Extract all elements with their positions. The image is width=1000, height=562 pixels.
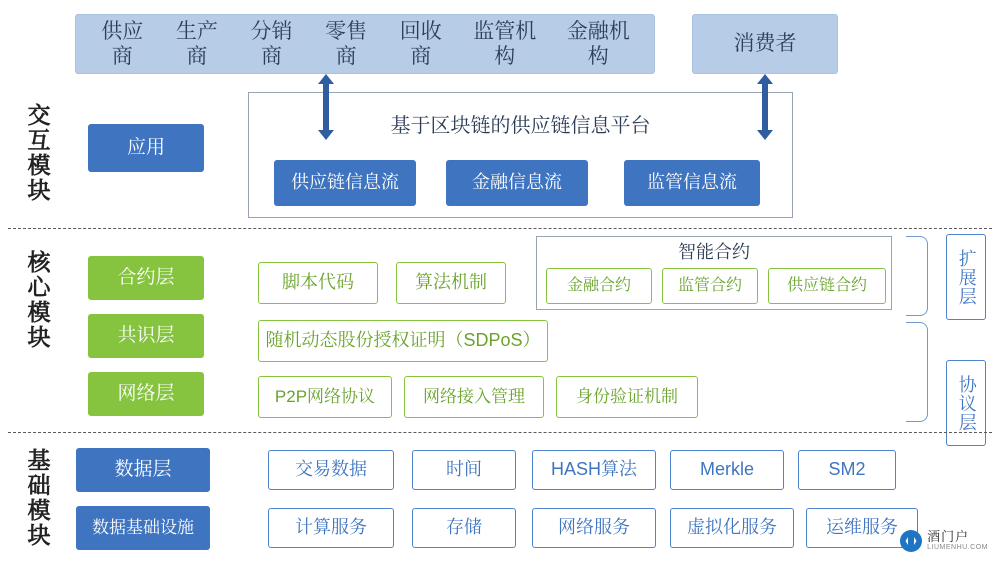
arrow-participants-to-platform [318, 74, 334, 140]
divider-core-base [8, 432, 992, 433]
arrow-consumer-to-platform [757, 74, 773, 140]
smart-contract-supply-chain [768, 268, 886, 304]
base-layer-label: 数据基础设施 [92, 517, 194, 537]
base-item-label: HASH算法 [550, 459, 637, 480]
base-data-transaction [268, 450, 394, 490]
application-box [88, 124, 204, 172]
watermark-sub: LIUMENHU.COM [927, 544, 988, 552]
core-layer-label: 网络层 [117, 382, 175, 404]
core-item-label: 脚本代码 [282, 272, 354, 293]
consumer-box [692, 14, 838, 74]
core-layer-contract [88, 256, 204, 300]
base-layer-data [76, 448, 210, 492]
participant-role: 分销商 [250, 19, 293, 68]
base-item-label: 运维服务 [826, 517, 898, 538]
core-algorithm-mechanism [396, 262, 506, 304]
application-label: 应用 [126, 136, 165, 158]
base-item-label: 存储 [446, 517, 482, 538]
smart-contract-label: 供应链合约 [786, 277, 867, 295]
base-data-merkle [670, 450, 784, 490]
base-item-label: Merkle [699, 459, 754, 480]
base-data-time [412, 450, 516, 490]
flow-label: 金融信息流 [472, 172, 562, 193]
flow-supply-chain [274, 160, 416, 206]
protocol-layer-box [946, 360, 986, 446]
flow-label: 监管信息流 [647, 172, 737, 193]
base-data-sm2 [798, 450, 896, 490]
base-item-label: 虚拟化服务 [687, 517, 777, 538]
extension-layer-label: 扩展层 [956, 248, 977, 306]
participant-role: 供应商 [101, 19, 144, 68]
logo-icon [900, 530, 922, 552]
base-layer-infrastructure [76, 506, 210, 550]
platform-title-text: 基于区块链的供应链信息平台 [390, 114, 651, 137]
base-infra-compute [268, 508, 394, 548]
core-item-label: P2P网络协议 [274, 386, 376, 406]
base-infra-storage [412, 508, 516, 548]
watermark-name: 酒门户 [927, 529, 970, 544]
smart-contract-title [536, 238, 892, 264]
brace-protocol-layer [906, 322, 928, 422]
divider-interaction-core [8, 228, 992, 229]
core-layer-label: 合约层 [117, 266, 175, 288]
protocol-layer-label: 协议层 [956, 374, 977, 432]
base-data-hash [532, 450, 656, 490]
base-infra-virtualization [670, 508, 794, 548]
participant-role: 生产商 [175, 19, 218, 68]
core-identity-verification [556, 376, 698, 418]
brace-extension-layer [906, 236, 928, 316]
watermark [900, 530, 988, 552]
core-p2p-protocol [258, 376, 392, 418]
participant-role: 回收商 [399, 19, 442, 68]
participant-role: 金融机构 [566, 19, 630, 68]
participant-role: 监管机构 [473, 19, 537, 68]
core-consensus-sdpos [258, 320, 548, 362]
module-label-interaction-text: 交互模块 [24, 103, 51, 203]
base-item-label: 网络服务 [558, 517, 630, 538]
base-item-label: 交易数据 [295, 459, 367, 480]
core-layer-label: 共识层 [117, 324, 175, 346]
module-label-core-text: 核心模块 [24, 250, 51, 350]
core-item-label: 身份验证机制 [576, 386, 678, 406]
smart-contract-label: 金融合约 [566, 277, 631, 295]
core-consensus-label: 随机动态股份授权证明（SDPoS） [265, 330, 541, 351]
module-label-core [18, 250, 58, 350]
base-item-label: 时间 [446, 459, 482, 480]
core-layer-consensus [88, 314, 204, 358]
module-label-interaction [18, 88, 58, 218]
smart-contract-title-text: 智能合约 [678, 242, 750, 262]
flow-regulation [624, 160, 760, 206]
core-item-label: 算法机制 [415, 272, 487, 293]
base-layer-label: 数据层 [114, 458, 172, 480]
module-label-base-text: 基础模块 [24, 448, 51, 548]
base-item-label: SM2 [828, 459, 866, 480]
base-infra-network [532, 508, 656, 548]
core-layer-network [88, 372, 204, 416]
core-script-code [258, 262, 378, 304]
flow-finance [446, 160, 588, 206]
participants-bar [75, 14, 655, 74]
smart-contract-regulation [662, 268, 758, 304]
base-item-label: 计算服务 [295, 517, 367, 538]
core-item-label: 网络接入管理 [423, 386, 525, 406]
smart-contract-label: 监管合约 [677, 277, 742, 295]
core-network-access [404, 376, 544, 418]
flow-label: 供应链信息流 [291, 172, 399, 193]
consumer-label: 消费者 [733, 32, 797, 56]
smart-contract-finance [546, 268, 652, 304]
participant-role: 零售商 [325, 19, 368, 68]
extension-layer-box [946, 234, 986, 320]
module-label-base [18, 448, 58, 548]
